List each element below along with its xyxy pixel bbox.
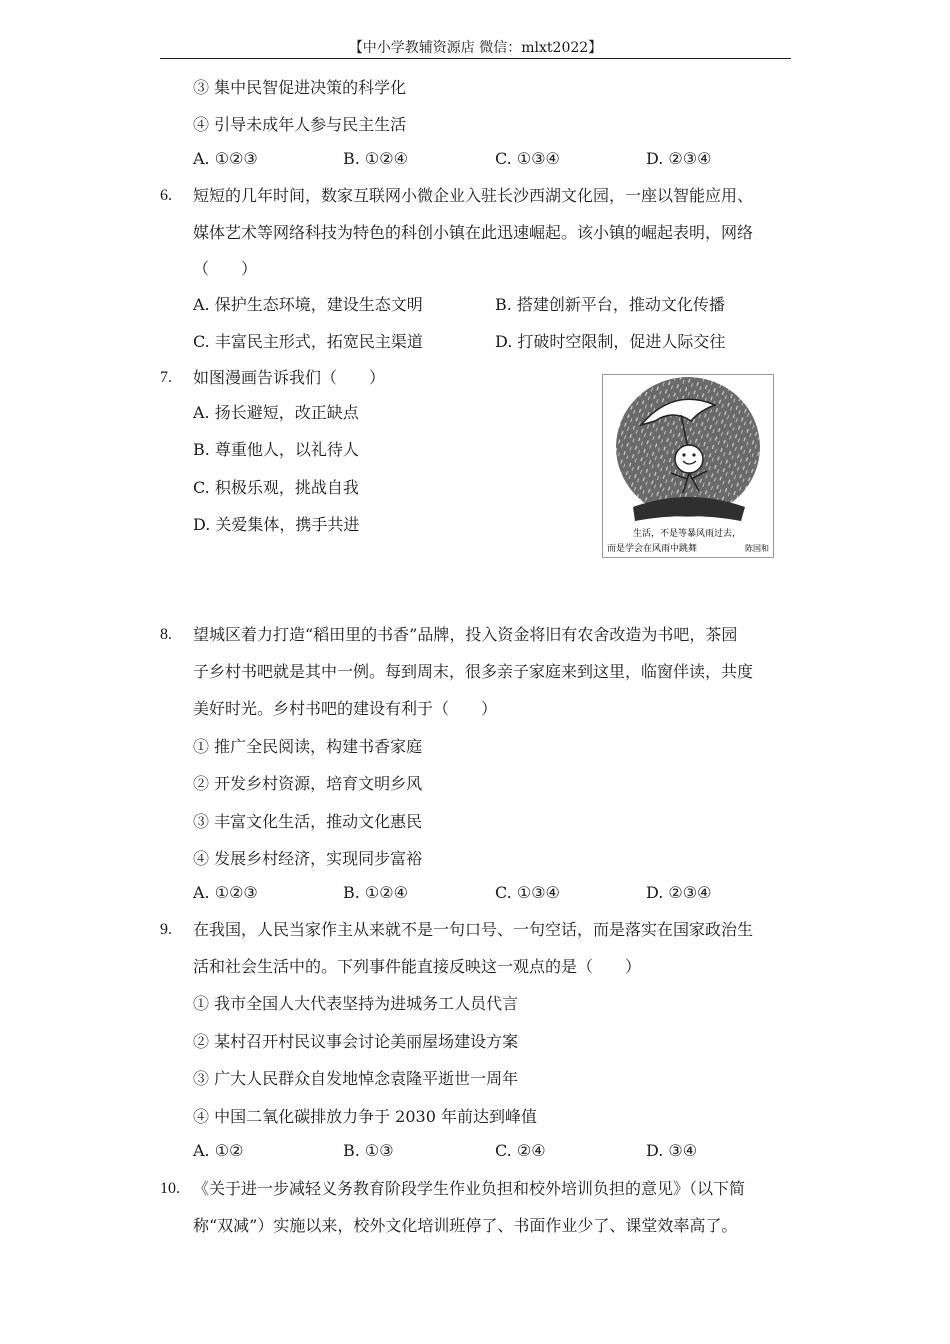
q8-item-2: ② 开发乡村资源，培育文明乡风 — [193, 774, 423, 793]
page-header: 【中小学教辅资源店 微信：mlxt2022】 — [348, 40, 603, 56]
q6-option-c: C. 丰富民主形式，拓宽民主渠道 — [193, 332, 423, 351]
q5-item-4: ④ 引导未成年人参与民主生活 — [193, 115, 407, 134]
cartoon-drawing — [603, 375, 773, 557]
cartoon-signature: 陈国和 — [745, 544, 769, 553]
q9-option-a: A. ①② — [193, 1141, 244, 1160]
q8-option-a: A. ①②③ — [193, 883, 258, 902]
q9-stem-line-1: 在我国，人民当家作主从来就不是一句口号、一句空话，而是落实在国家政治生 — [193, 920, 754, 939]
q9-number: 9. — [160, 921, 172, 938]
q6-option-b: B. 搭建创新平台，推动文化传播 — [495, 295, 725, 314]
q8-option-d: D. ②③④ — [646, 883, 712, 902]
q9-option-b: B. ①③ — [343, 1141, 394, 1160]
q5-option-b: B. ①②④ — [343, 149, 408, 168]
q5-item-3: ③ 集中民智促进决策的科学化 — [193, 78, 407, 97]
q6-stem-line-1: 短短的几年时间，数家互联网小微企业入驻长沙西湖文化园，一座以智能应用、 — [193, 186, 754, 205]
q8-option-b: B. ①②④ — [343, 883, 408, 902]
q6-answer-blank: （ ） — [193, 259, 258, 278]
q6-stem-line-2: 媒体艺术等网络科技为特色的科创小镇在此迅速崛起。该小镇的崛起表明，网络 — [193, 223, 754, 242]
q10-number: 10. — [160, 1180, 180, 1197]
q6-number: 6. — [160, 187, 172, 204]
dancer-head — [675, 445, 703, 473]
q10-stem-line-2: 称“双减”）实施以来，校外文化培训班停了、书面作业少了、课堂效率高了。 — [193, 1216, 738, 1235]
q7-stem: 如图漫画告诉我们（ ） — [193, 368, 386, 387]
q7-cartoon — [602, 374, 774, 558]
q9-item-4: ④ 中国二氧化碳排放力争于 2030 年前达到峰值 — [193, 1107, 537, 1126]
q9-item-3: ③ 广大人民群众自发地悼念袁隆平逝世一周年 — [193, 1069, 519, 1088]
q7-option-d: D. 关爱集体，携手共进 — [193, 515, 360, 534]
q10-stem-line-1: 《关于进一步减轻义务教育阶段学生作业负担和校外培训负担的意见》（以下简 — [193, 1179, 746, 1198]
q8-number: 8. — [160, 626, 172, 643]
q9-stem-line-2: 活和社会生活中的。下列事件能直接反映这一观点的是（ ） — [193, 957, 642, 976]
q5-option-a: A. ①②③ — [193, 149, 258, 168]
q7-option-a: A. 扬长避短，改正缺点 — [193, 403, 359, 422]
dancer-eye-left — [682, 453, 685, 456]
q8-item-1: ① 推广全民阅读，构建书香家庭 — [193, 737, 423, 756]
cartoon-caption-line-2: 而是学会在风雨中跳舞 — [607, 544, 698, 554]
q9-item-2: ② 某村召开村民议事会讨论美丽屋场建设方案 — [193, 1032, 519, 1051]
q7-option-b: B. 尊重他人，以礼待人 — [193, 440, 359, 459]
q8-stem-line-2: 子乡村书吧就是其中一例。每到周末，很多亲子家庭来到这里，临窗伴读，共度 — [193, 662, 754, 681]
q8-item-4: ④ 发展乡村经济，实现同步富裕 — [193, 849, 423, 868]
q8-stem-line-1: 望城区着力打造“稻田里的书香”品牌，投入资金将旧有农舍改造为书吧，茶园 — [193, 625, 738, 644]
q8-stem-line-3: 美好时光。乡村书吧的建设有利于（ ） — [193, 699, 498, 718]
q6-option-d: D. 打破时空限制，促进人际交往 — [495, 332, 726, 351]
header-rule — [160, 58, 791, 59]
q6-option-a: A. 保护生态环境，建设生态文明 — [193, 295, 423, 314]
q9-item-1: ① 我市全国人大代表坚持为进城务工人员代言 — [193, 994, 519, 1013]
q9-option-c: C. ②④ — [495, 1141, 546, 1160]
q7-number: 7. — [160, 369, 172, 386]
cartoon-caption-line-1: 生活，不是等暴风雨过去， — [632, 529, 742, 539]
q8-item-3: ③ 丰富文化生活，推动文化惠民 — [193, 812, 423, 831]
q5-option-c: C. ①③④ — [495, 149, 560, 168]
q8-option-c: C. ①③④ — [495, 883, 560, 902]
q9-option-d: D. ③④ — [646, 1141, 698, 1160]
q5-option-d: D. ②③④ — [646, 149, 712, 168]
dancer-eye-right — [692, 453, 695, 456]
q7-option-c: C. 积极乐观，挑战自我 — [193, 478, 359, 497]
